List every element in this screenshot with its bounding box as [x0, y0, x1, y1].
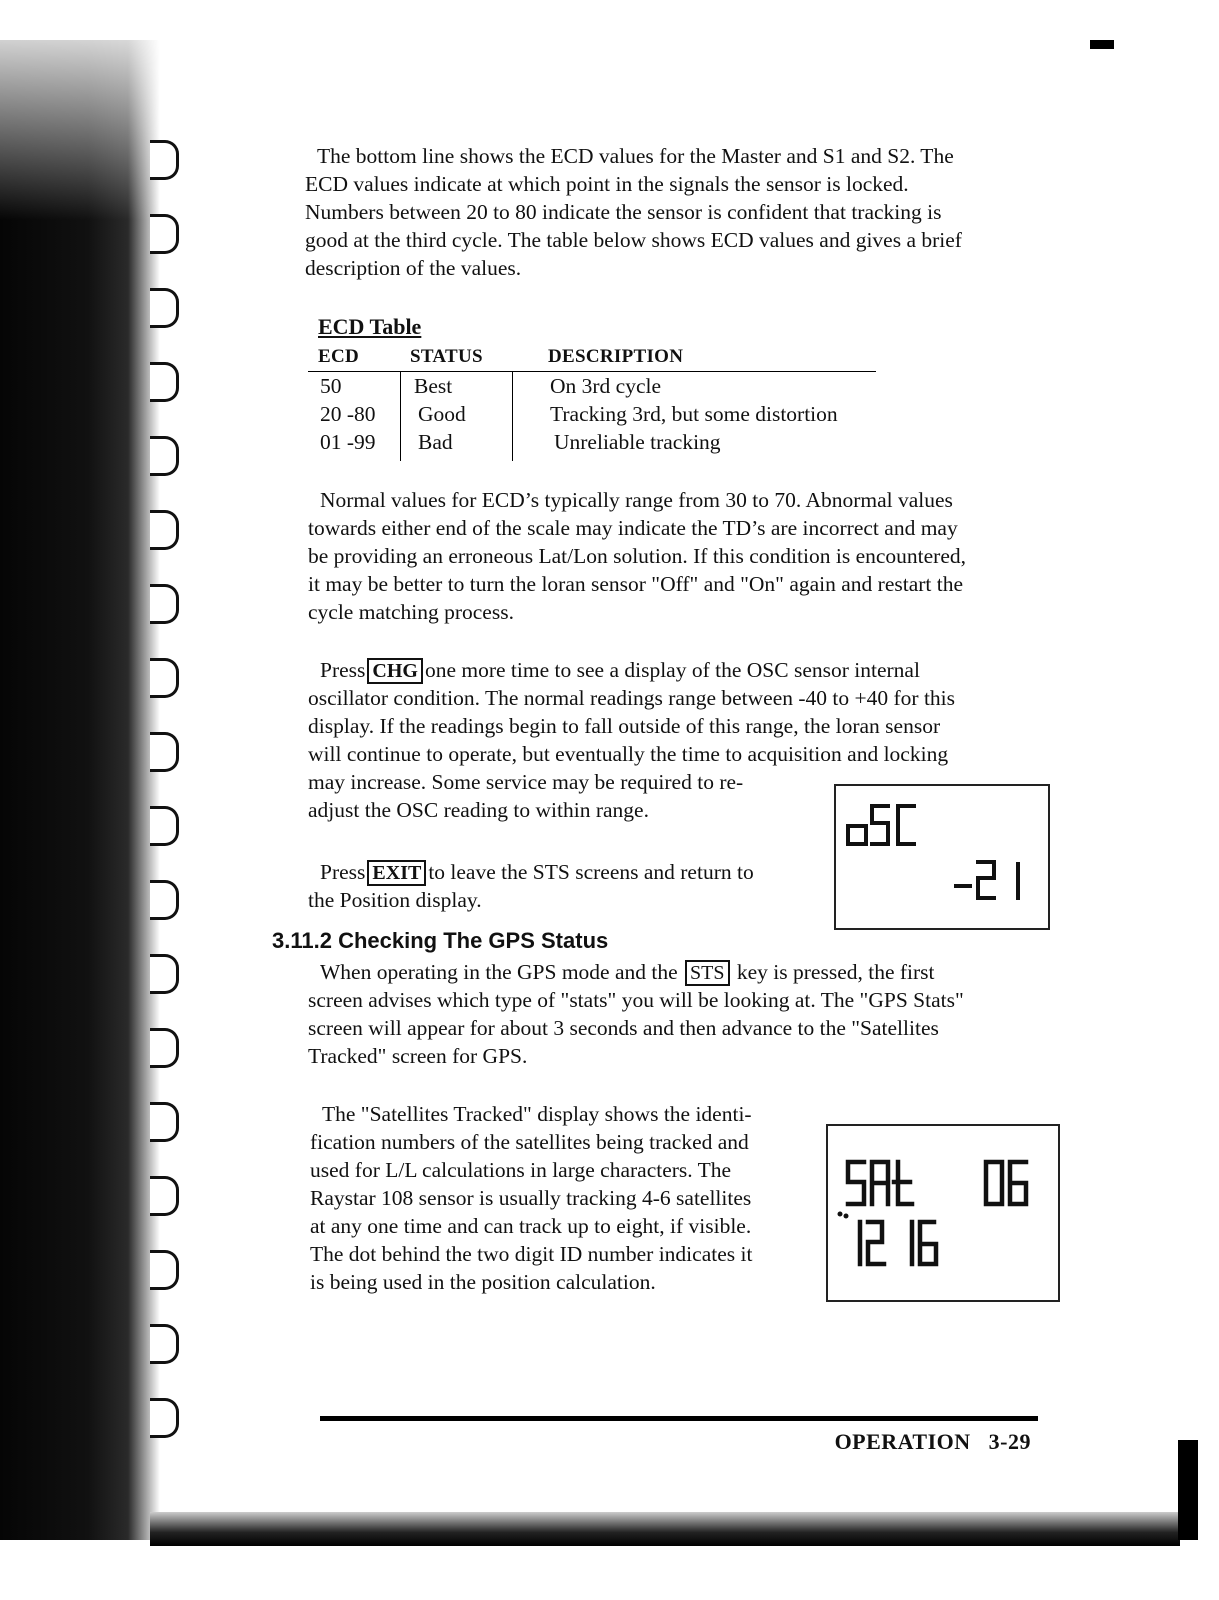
chg-key: CHG	[367, 658, 423, 684]
intro-paragraph	[305, 142, 1021, 282]
binding-ring	[150, 1398, 179, 1438]
paragraph-line: the Position display.	[308, 888, 482, 912]
status-header: STATUS	[410, 346, 483, 367]
osc-lcd-segments	[836, 786, 1048, 928]
table-cell-description: Unreliable tracking	[554, 430, 721, 454]
gps-mode-paragraph	[308, 958, 1024, 1070]
description-header: DESCRIPTION	[548, 346, 684, 367]
press-text: Press	[320, 860, 366, 884]
satellites-paragraph	[310, 1100, 810, 1296]
paragraph-line: Tracked" screen for GPS.	[308, 1044, 528, 1068]
intro-line: ECD values indicate at which point in the signals the sensor is locked.	[305, 172, 909, 196]
press-text: Press	[320, 658, 366, 682]
paragraph-line: display. If the readings begin to fall outside of this range, the loran sensor	[308, 714, 941, 738]
paragraph-line: Raystar 108 sensor is usually tracking 4-6 satellites	[310, 1186, 752, 1210]
binding-ring	[150, 806, 179, 846]
paragraph-line: fication numbers of the satellites being tracked and	[310, 1130, 749, 1154]
intro-line: Numbers between 20 to 80 indicate the sensor is confident that tracking is	[305, 200, 942, 224]
osc-lcd-display	[834, 784, 1050, 930]
sts-key: STS	[685, 960, 729, 986]
binding-ring	[150, 732, 179, 772]
exit-key: EXIT	[367, 860, 426, 886]
corner-mark	[1090, 40, 1114, 49]
paragraph-line: cycle matching process.	[308, 600, 514, 624]
ecd-table-title: ECD Table	[318, 314, 422, 339]
binding-ring	[150, 362, 179, 402]
paragraph-line: will continue to operate, but eventually the time to acquisition and locking	[308, 742, 949, 766]
binding-ring	[150, 880, 179, 920]
table-cell-status: Best	[414, 374, 453, 398]
ecd-header: ECD	[318, 346, 360, 367]
binding-ring	[150, 1028, 179, 1068]
table-column-divider	[400, 371, 401, 461]
footer-rule	[320, 1416, 1038, 1421]
binding-ring	[150, 954, 179, 994]
intro-line: The bottom line shows the ECD values for the Master and S1 and S2. The	[317, 144, 954, 168]
binding-ring	[150, 1324, 179, 1364]
section-title: Checking The GPS Status	[338, 928, 609, 953]
section-number: 3.11.2	[272, 928, 332, 953]
press-exit-suffix: to leave the STS screens and return to	[428, 860, 754, 884]
normal-values-paragraph	[308, 486, 1024, 626]
table-cell-description: Tracking 3rd, but some distortion	[550, 402, 838, 426]
paragraph-line: Normal values for ECD’s typically range from 30 to 70. Abnormal values	[320, 488, 953, 512]
gps-suffix: key is pressed, the first	[736, 960, 935, 984]
table-column-divider	[512, 371, 513, 461]
table-cell-ecd: 50	[320, 374, 342, 398]
paragraph-line: towards either end of the scale may indicate the TD’s are incorrect and may	[308, 516, 958, 540]
press-chg-suffix: one more time to see a display of the OSC sensor internal	[424, 658, 920, 682]
page-footer	[835, 1429, 1031, 1455]
paragraph-line: The dot behind the two digit ID number indicates it	[310, 1242, 753, 1266]
paragraph-line: screen will appear for about 3 seconds and then advance to the "Satellites	[308, 1016, 939, 1040]
table-cell-status: Bad	[418, 430, 453, 454]
gps-prefix: When operating in the GPS mode and the	[320, 960, 678, 984]
paragraph-line: screen advises which type of "stats" you will be looking at. The "GPS Stats"	[308, 988, 964, 1012]
binding-ring	[150, 436, 179, 476]
binding-ring	[150, 1176, 179, 1216]
binding-ring	[150, 510, 179, 550]
scan-fade	[0, 0, 180, 220]
page-number: 3-29	[988, 1429, 1031, 1454]
paragraph-line: used for L/L calculations in large characters. The	[310, 1158, 732, 1182]
binding-ring	[150, 288, 179, 328]
table-cell-ecd: 01 -99	[320, 430, 376, 454]
binding-ring	[150, 140, 179, 180]
binding-ring	[150, 584, 179, 624]
table-header-rule	[308, 371, 876, 372]
table-cell-status: Good	[418, 402, 466, 426]
binding-ring	[150, 214, 179, 254]
binding-ring	[150, 1250, 179, 1290]
paragraph-line: at any one time and can track up to eight, if visible.	[310, 1214, 752, 1238]
paragraph-line: adjust the OSC reading to within range.	[308, 798, 649, 822]
sat-lcd-segments	[828, 1126, 1058, 1300]
section-heading	[272, 928, 608, 954]
binding-ring	[150, 658, 179, 698]
paragraph-line: be providing an erroneous Lat/Lon solution. If this condition is encountered,	[308, 544, 966, 568]
paragraph-line: may increase. Some service may be required to re-	[308, 770, 744, 794]
page-bottom-edge	[150, 1512, 1180, 1546]
press-exit-paragraph	[308, 858, 808, 914]
intro-line: description of the values.	[305, 256, 522, 280]
page-right-edge	[1178, 1440, 1198, 1540]
table-cell-ecd: 20 -80	[320, 402, 376, 426]
paragraph-line: is being used in the position calculation.	[310, 1270, 656, 1294]
spiral-binding-shadow	[0, 40, 160, 1540]
binding-ring	[150, 1102, 179, 1142]
footer-section: OPERATION	[834, 1429, 971, 1454]
intro-line: good at the third cycle. The table below shows ECD values and gives a brief	[305, 228, 962, 252]
paragraph-line: oscillator condition. The normal readings range between -40 to +40 for this	[308, 686, 956, 710]
table-cell-description: On 3rd cycle	[550, 374, 662, 398]
paragraph-line: The "Satellites Tracked" display shows the identi-	[322, 1102, 752, 1126]
sat-lcd-display	[826, 1124, 1060, 1302]
paragraph-line: it may be better to turn the loran sensor "Off" and "On" again and restart the	[308, 572, 964, 596]
